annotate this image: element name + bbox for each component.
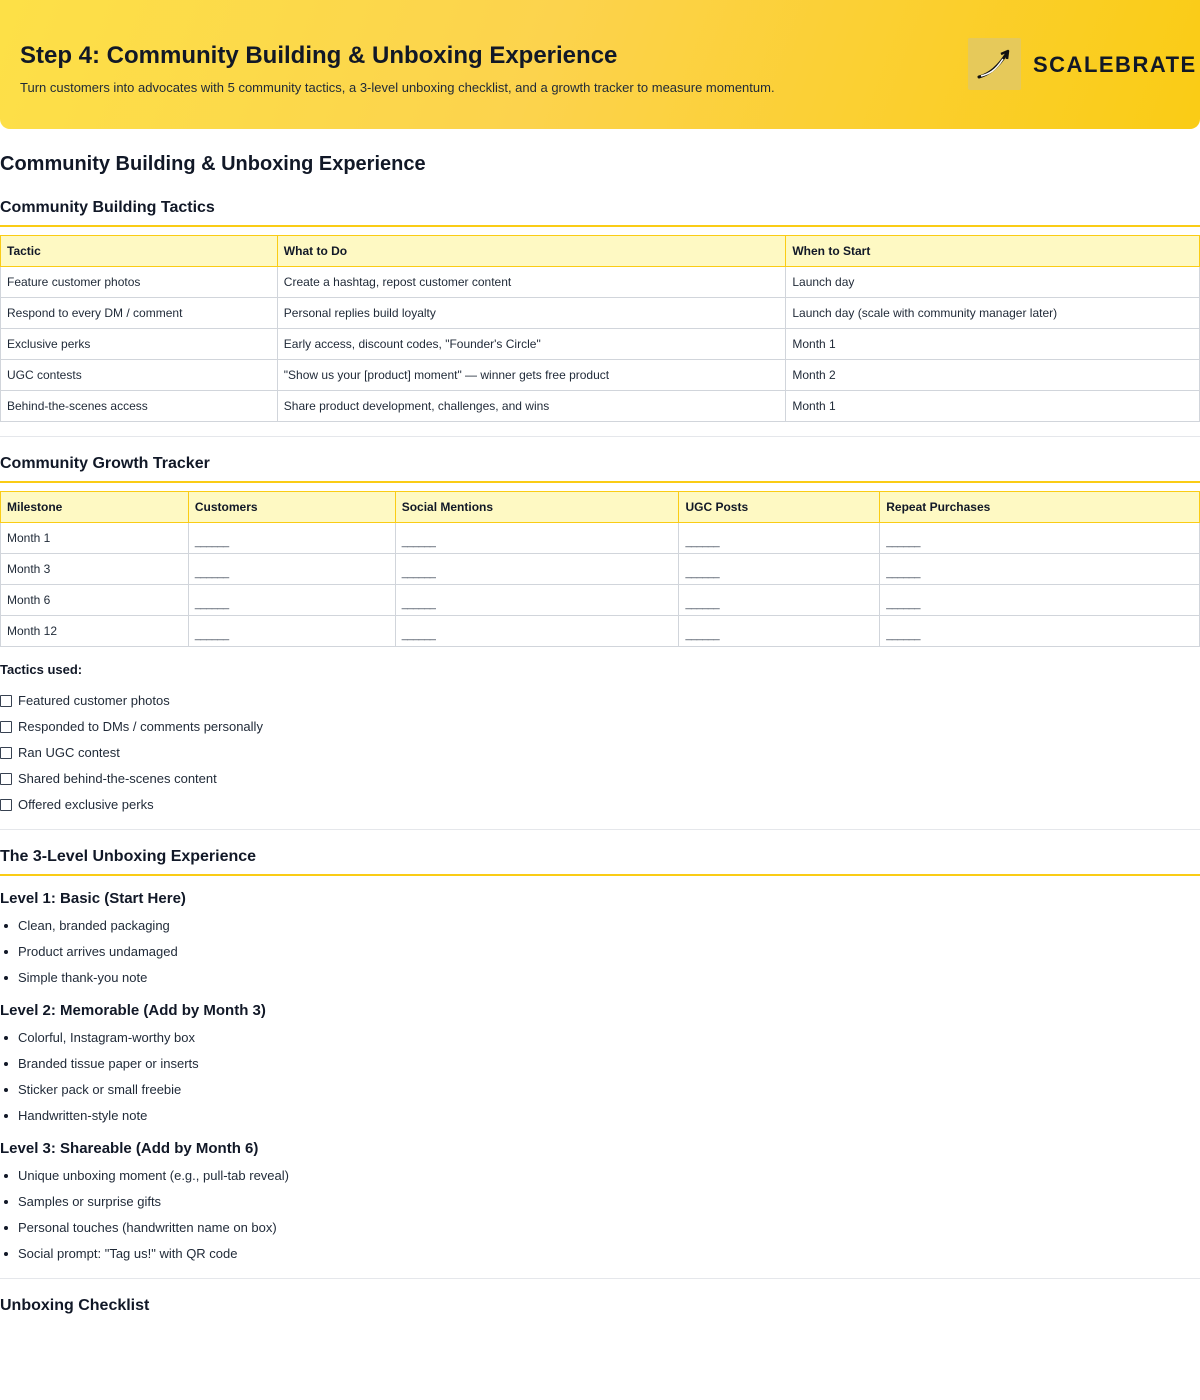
list-item: Sticker pack or small freebie [18, 1082, 182, 1097]
blank-field[interactable]: ______ [395, 585, 679, 616]
tactics-table [0, 235, 1200, 422]
checklist-item[interactable] [0, 745, 120, 760]
table-header-row [1, 236, 1200, 267]
table-row [1, 523, 1200, 554]
column-header: Tactic [1, 236, 278, 267]
table-cell: Personal replies build loyalty [277, 298, 786, 329]
table-cell: Month 1 [786, 329, 1200, 360]
list-item: Social prompt: "Tag us!" with QR code [18, 1246, 238, 1261]
checklist-label: Offered exclusive perks [18, 797, 154, 812]
list-item: Personal touches (handwritten name on box) [18, 1220, 277, 1235]
blank-field[interactable]: ______ [395, 523, 679, 554]
section-divider [0, 436, 1200, 437]
blank-field[interactable]: ______ [880, 585, 1200, 616]
column-header: UGC Posts [679, 492, 880, 523]
header-subtitle: Turn customers into advocates with 5 community tactics, a 3-level unboxing checklist, and a growth tracker to measure momentum. [20, 80, 775, 95]
blank-field[interactable]: ______ [188, 523, 395, 554]
header-title: Step 4: Community Building & Unboxing Experience [20, 42, 618, 69]
list-item: Handwritten-style note [18, 1108, 148, 1123]
column-header: Repeat Purchases [880, 492, 1200, 523]
table-cell: Month 1 [786, 391, 1200, 422]
level-heading: Level 1: Basic (Start Here) [0, 890, 186, 907]
section-divider [0, 1278, 1200, 1279]
list-item: Colorful, Instagram-worthy box [18, 1030, 196, 1045]
column-header: Milestone [1, 492, 189, 523]
checklist-item[interactable] [0, 693, 170, 708]
page-title: Community Building & Unboxing Experience [0, 153, 426, 175]
table-row [1, 616, 1200, 647]
table-cell: "Show us your [product] moment" — winner gets free product [277, 360, 786, 391]
column-header: Social Mentions [395, 492, 679, 523]
list-item: Product arrives undamaged [18, 944, 178, 959]
table-cell: UGC contests [1, 360, 278, 391]
table-cell: Month 3 [1, 554, 189, 585]
growth-tracker-table [0, 491, 1200, 647]
checklist-label: Featured customer photos [18, 693, 170, 708]
blank-field[interactable]: ______ [679, 554, 880, 585]
table-cell: Early access, discount codes, "Founder's Circle" [277, 329, 786, 360]
blank-field[interactable]: ______ [880, 554, 1200, 585]
table-cell: Exclusive perks [1, 329, 278, 360]
blank-field[interactable]: ______ [679, 616, 880, 647]
blank-field[interactable]: ______ [395, 554, 679, 585]
checkbox[interactable] [0, 747, 12, 759]
table-cell: Month 2 [786, 360, 1200, 391]
table-row [1, 585, 1200, 616]
table-cell: Respond to every DM / comment [1, 298, 278, 329]
checkbox[interactable] [0, 773, 12, 785]
checklist-item[interactable] [0, 797, 154, 812]
brand-name: SCALEBRATE [1033, 52, 1197, 77]
blank-field[interactable]: ______ [679, 585, 880, 616]
checklist-item[interactable] [0, 771, 217, 786]
table-row [1, 360, 1200, 391]
checkbox[interactable] [0, 799, 12, 811]
checklist-label: Responded to DMs / comments personally [18, 719, 263, 734]
list-item: Branded tissue paper or inserts [18, 1056, 199, 1071]
section-rule [0, 225, 1200, 227]
table-cell: Share product development, challenges, and wins [277, 391, 786, 422]
checklist-label: Shared behind-the-scenes content [18, 771, 217, 786]
table-cell: Month 6 [1, 585, 189, 616]
checklist-section-clip [0, 1296, 1200, 1314]
checklist-section-title: Unboxing Checklist [0, 1297, 150, 1314]
list-item: Simple thank-you note [18, 970, 148, 985]
blank-field[interactable]: ______ [188, 554, 395, 585]
blank-field[interactable]: ______ [880, 523, 1200, 554]
table-row [1, 554, 1200, 585]
table-cell: Launch day (scale with community manager later) [786, 298, 1200, 329]
column-header: Customers [188, 492, 395, 523]
table-header-row [1, 492, 1200, 523]
tracker-section-title: Community Growth Tracker [0, 455, 210, 472]
blank-field[interactable]: ______ [395, 616, 679, 647]
checkbox[interactable] [0, 695, 12, 707]
table-cell: Create a hashtag, repost customer content [277, 267, 786, 298]
list-item: Clean, branded packaging [18, 918, 170, 933]
header-banner [0, 0, 1200, 129]
section-rule [0, 481, 1200, 483]
table-row [1, 329, 1200, 360]
blank-field[interactable]: ______ [188, 616, 395, 647]
table-row [1, 391, 1200, 422]
table-cell: Launch day [786, 267, 1200, 298]
unboxing-section-title: The 3-Level Unboxing Experience [0, 848, 257, 865]
blank-field[interactable]: ______ [679, 523, 880, 554]
list-item: Unique unboxing moment (e.g., pull-tab reveal) [18, 1168, 289, 1183]
level-heading: Level 2: Memorable (Add by Month 3) [0, 1002, 266, 1019]
table-row [1, 298, 1200, 329]
table-cell: Behind-the-scenes access [1, 391, 278, 422]
tactics-section-title: Community Building Tactics [0, 199, 215, 216]
tactics-used-label: Tactics used: [0, 662, 83, 677]
list-item: Samples or surprise gifts [18, 1194, 162, 1209]
table-cell: Month 1 [1, 523, 189, 554]
blank-field[interactable]: ______ [880, 616, 1200, 647]
checklist-label: Ran UGC contest [18, 745, 120, 760]
table-cell: Month 12 [1, 616, 189, 647]
blank-field[interactable]: ______ [188, 585, 395, 616]
column-header: What to Do [277, 236, 786, 267]
rocket-arrow-icon [968, 38, 1021, 90]
section-rule [0, 874, 1200, 876]
column-header: When to Start [786, 236, 1200, 267]
table-row [1, 267, 1200, 298]
checklist-item[interactable] [0, 719, 263, 734]
checkbox[interactable] [0, 721, 12, 733]
level-heading: Level 3: Shareable (Add by Month 6) [0, 1140, 259, 1157]
table-cell: Feature customer photos [1, 267, 278, 298]
section-divider [0, 829, 1200, 830]
